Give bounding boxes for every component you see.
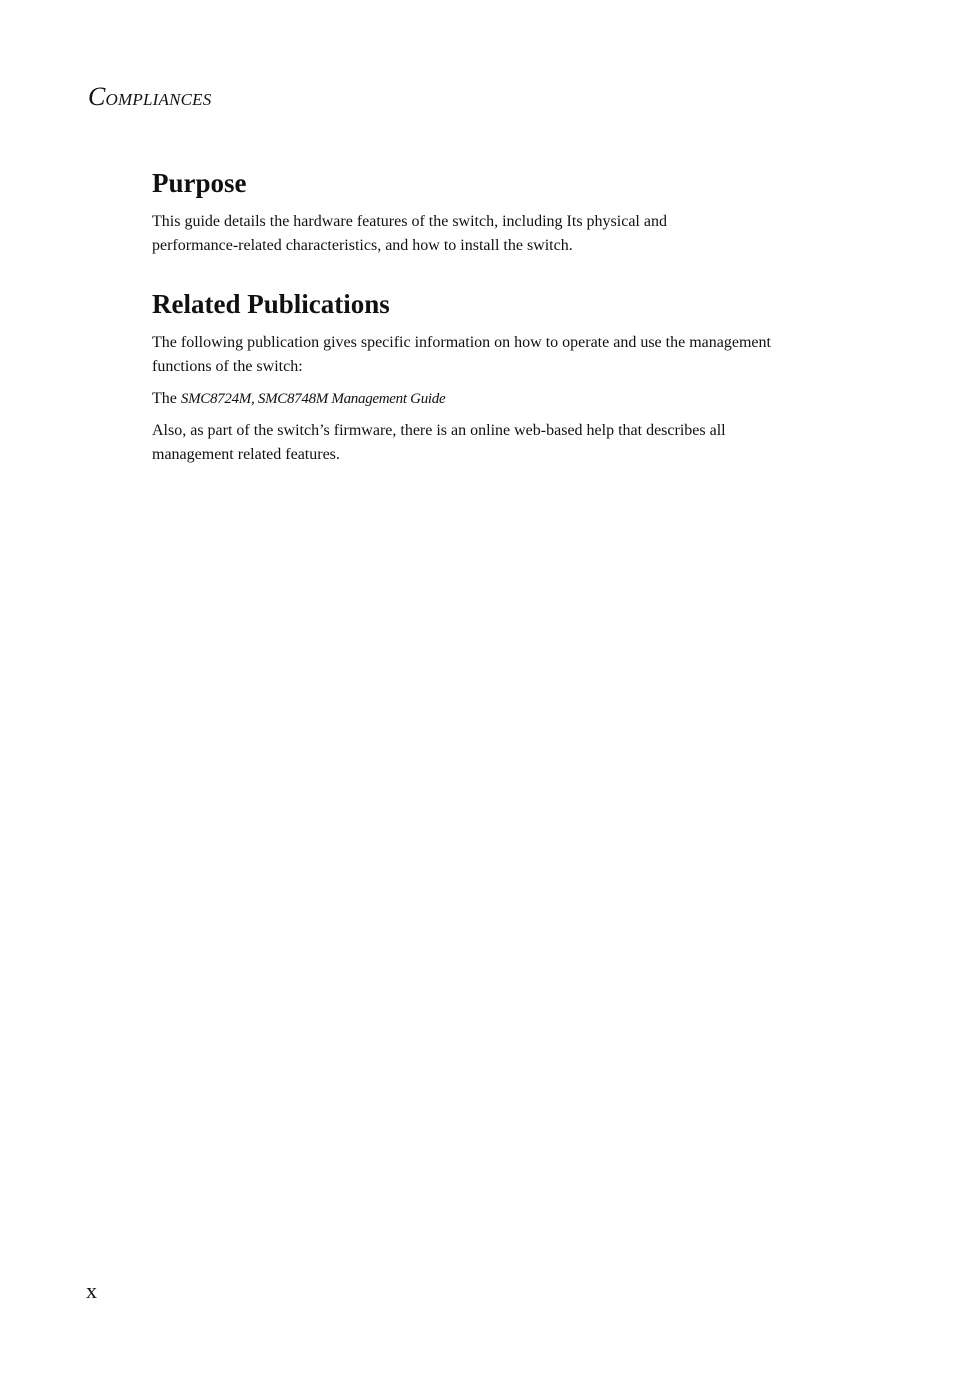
purpose-heading: Purpose	[152, 168, 247, 198]
related-publications-heading: Related Publications	[152, 289, 390, 319]
management-guide-title: SMC8724M, SMC8748M Management Guide	[180, 391, 446, 407]
online-help-paragraph	[152, 419, 852, 467]
purpose-section	[152, 166, 852, 266]
related-publications-section	[152, 287, 852, 475]
purpose-paragraph-line-1: This guide details the hardware features of the switch, including Its physical and	[152, 213, 667, 230]
purpose-paragraph-line-2: performance-related characteristics, and how to install the switch.	[152, 237, 573, 254]
related-intro-line-2: functions of the switch:	[152, 358, 303, 375]
related-intro-line-1: The following publication gives specific information on how to operate and use the management	[152, 334, 771, 351]
page-number: x	[86, 1278, 97, 1303]
online-help-line-2: management related features.	[152, 446, 340, 463]
guide-prefix: The	[152, 390, 181, 407]
running-header	[88, 84, 211, 110]
running-header-initial: C	[88, 82, 106, 111]
related-intro-paragraph	[152, 331, 852, 379]
running-header-rest: OMPLIANCES	[105, 90, 212, 109]
online-help-line-1: Also, as part of the switch’s firmware, there is an online web-based help that describes all	[152, 422, 726, 439]
purpose-paragraph	[152, 210, 852, 258]
management-guide-reference	[152, 387, 852, 411]
